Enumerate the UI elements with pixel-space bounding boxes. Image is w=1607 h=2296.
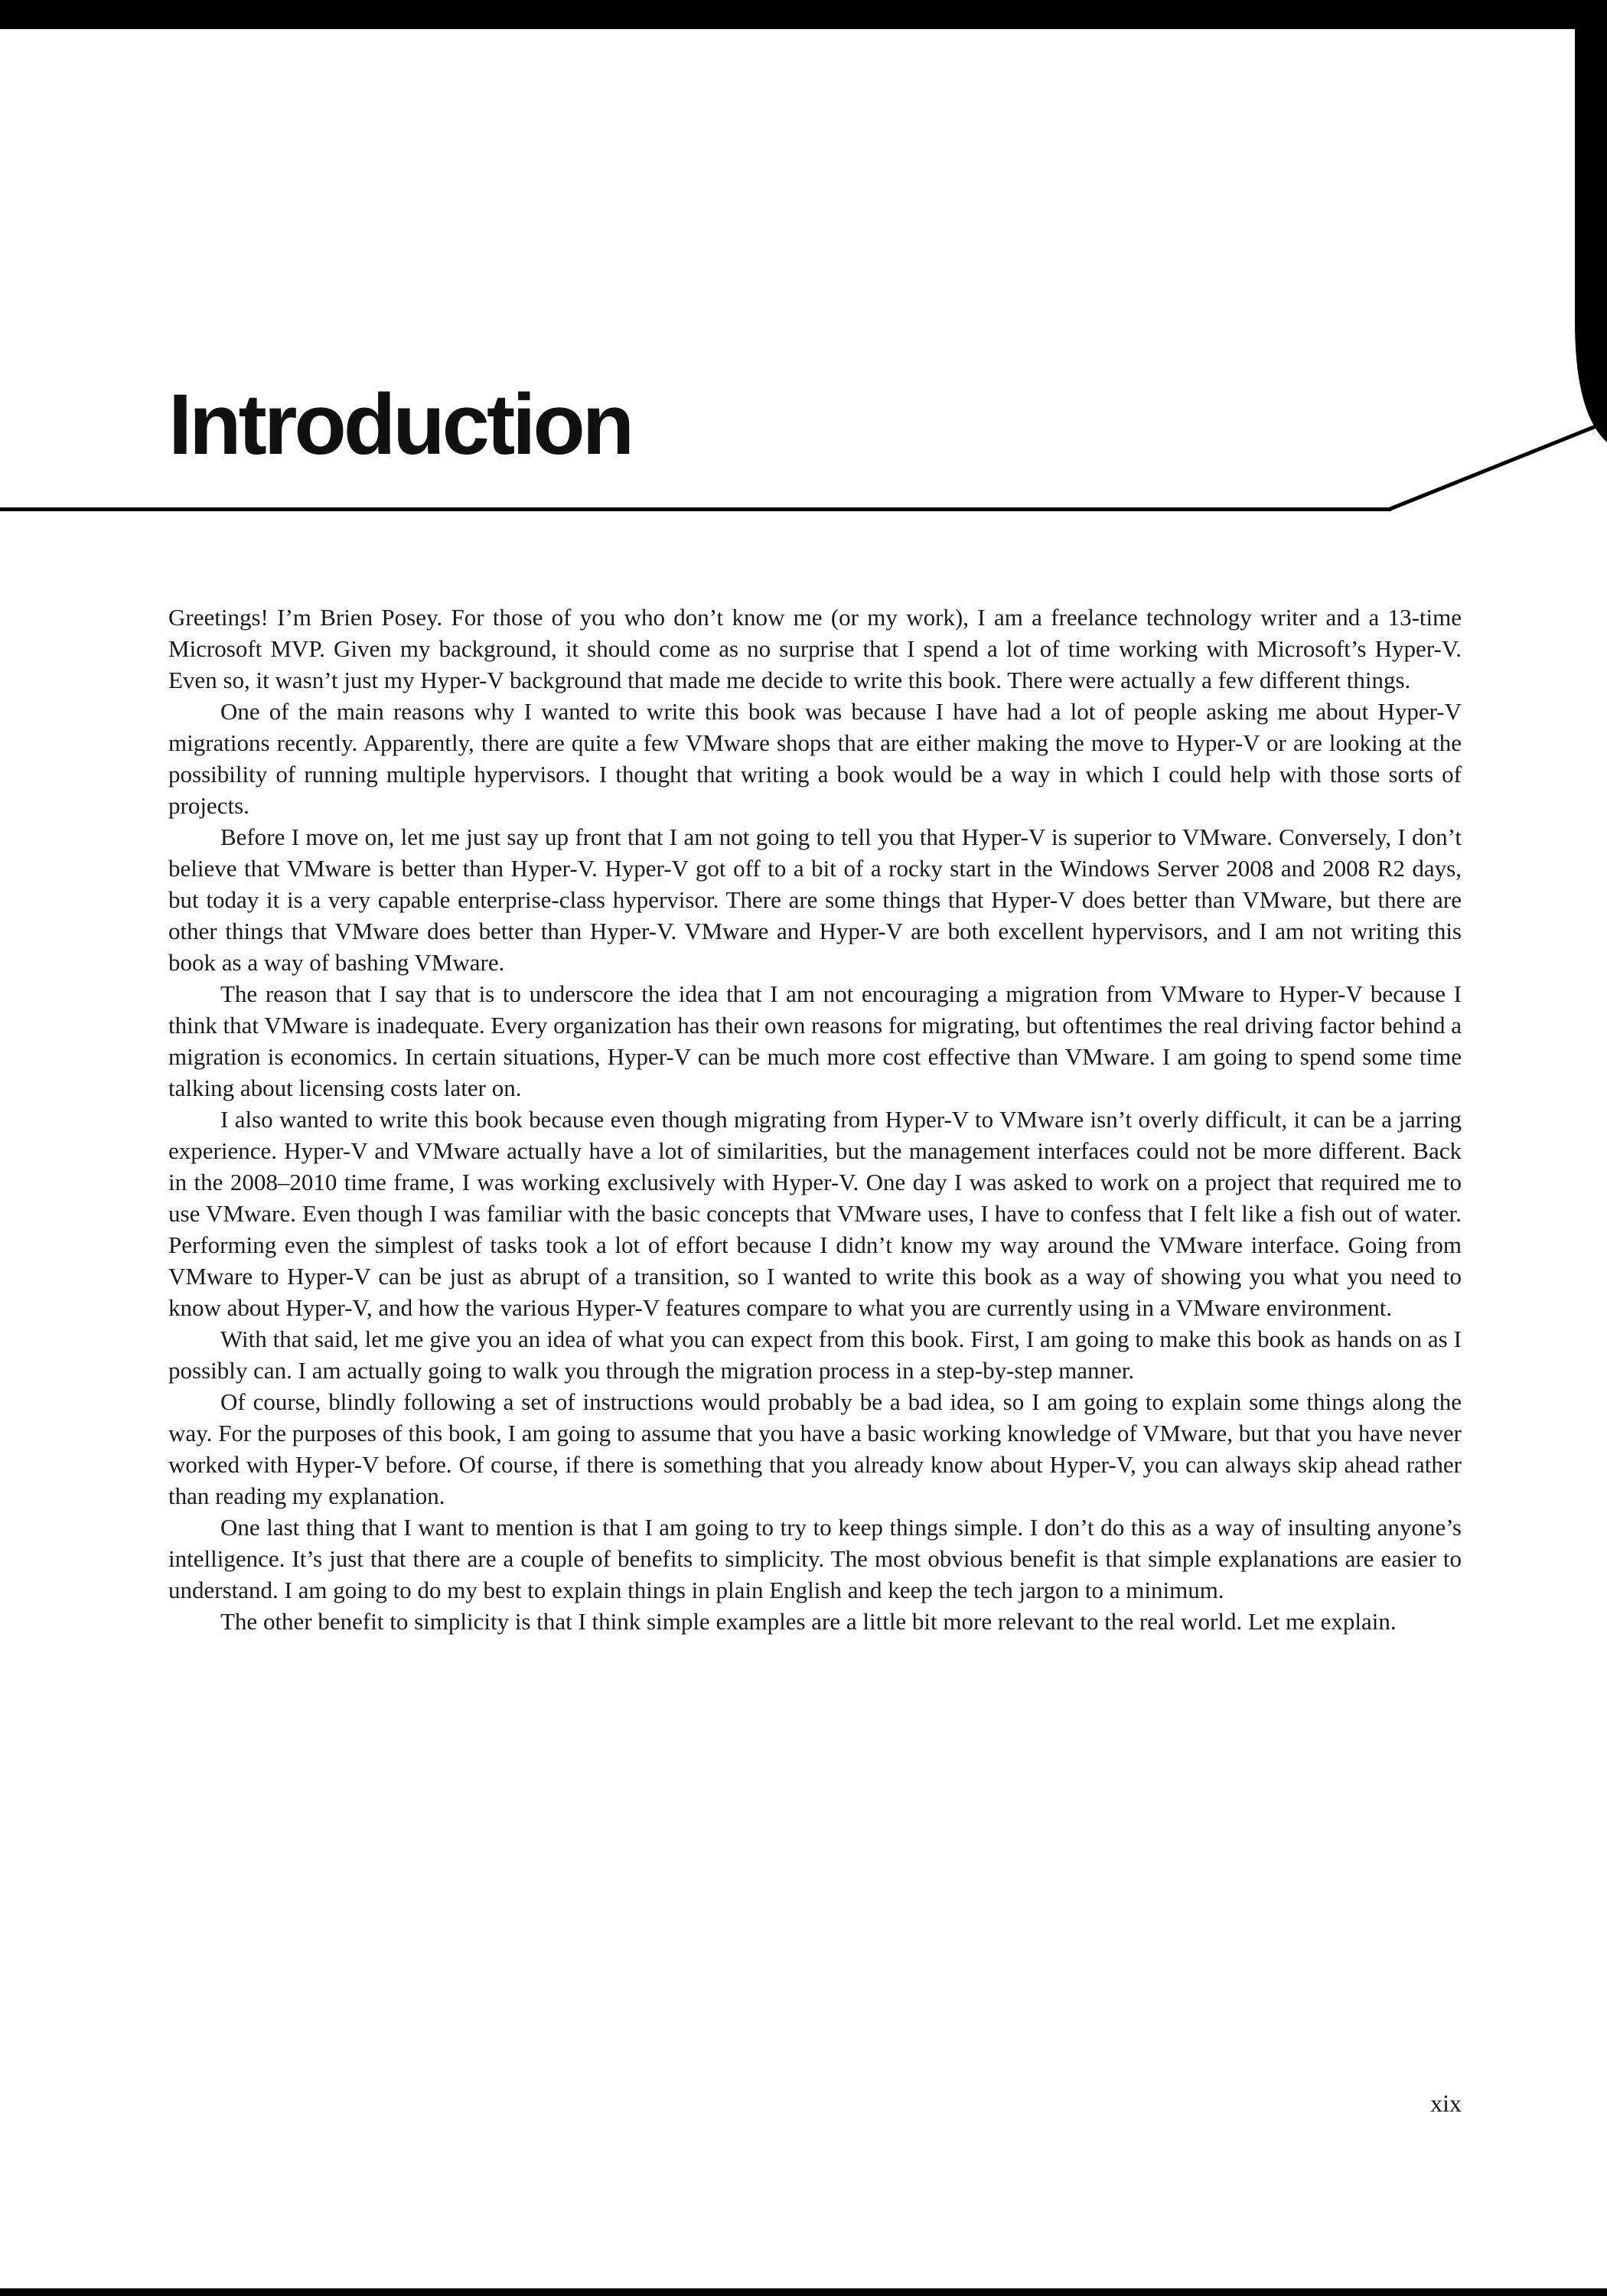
header-decoration [0,0,1607,582]
paragraph: Before I move on, let me just say up front that I am not going to tell you that Hyper-V is superior to VMware. Conversely, I don’t believe that VMware is better than Hyper-V. Hyper-V got off to a bit of a rocky start in the Windows Server 2008 and 2008 R2 days, but today it is a very capable enterprise-class hypervisor. There are some things that Hyper-V does better than VMware, but there are other things that VMware does better than Hyper-V. VMware and Hyper-V are both excellent hypervisors, and I am not writing this book as a way of bashing VMware. [168,823,1462,976]
title-rule-diagonal [1388,426,1598,510]
page-corner-edge [1575,0,1607,442]
paragraph: With that said, let me give you an idea of what you can expect from this book. First, I am going to make this book as hands on as I possibly can. I am actually going to walk you through the migration process in a step-by-step manner. [168,1326,1462,1384]
paragraph: Greetings! I’m Brien Posey. For those of you who don’t know me (or my work), I am a freelance technology writer and a 13-time Microsoft MVP. Given my background, it should come as no surprise that I spend a lot of time working with Microsoft’s Hyper-V. Even so, it wasn’t just my Hyper-V background that made me decide to write this book. There were actually a few different things. [168,604,1462,693]
paragraph: The reason that I say that is to underscore the idea that I am not encouraging a migration from VMware to Hyper-V because I think that VMware is inadequate. Every organization has their own reasons for migrating, but oftentimes the real driving factor behind a migration is economics. In certain situations, Hyper-V can be much more cost effective than VMware. I am going to spend some time talking about licensing costs later on. [168,980,1462,1101]
page-number: xix [1430,2089,1462,2117]
paragraph: One last thing that I want to mention is that I am going to try to keep things simple. I don’t do this as a way of insulting anyone’s intelligence. It’s just that there are a couple of benefits to simplicity. The most obvious benefit is that simple explanations are easier to understand. I am going to do my best to explain things in plain English and keep the tech jargon to a minimum. [168,1514,1462,1603]
title-rule [0,507,1391,511]
paragraph: Of course, blindly following a set of instructions would probably be a bad idea, so I am going to explain some things along the way. For the purposes of this book, I am going to assume that you have a basic working knowledge of VMware, but that you have never worked with Hyper-V before. Of course, if there is something that you already know about Hyper-V, you can always skip ahead rather than reading my explanation. [168,1388,1462,1509]
paragraph: The other benefit to simplicity is that I think simple examples are a little bit more relevant to the real world. Let me explain. [220,1608,1397,1635]
bottom-edge-bar [0,2288,1607,2296]
page-title: Introduction [168,377,632,473]
paragraph: One of the main reasons why I wanted to write this book was because I have had a lot of people asking me about Hyper-V migrations recently. Apparently, there are quite a few VMware shops that are either making the move to Hyper-V or are looking at the possibility of running multiple hypervisors. I thought that writing a book would be a way in which I could help with those sorts of projects. [168,698,1462,819]
body-text [168,602,1462,1637]
paragraph: I also wanted to write this book because even though migrating from Hyper-V to VMware isn’t overly difficult, it can be a jarring experience. Hyper-V and VMware actually have a lot of similarities, but the management interfaces could not be more different. Back in the 2008–2010 time frame, I was working exclusively with Hyper-V. One day I was asked to work on a project that required me to use VMware. Even though I was familiar with the basic concepts that VMware uses, I have to confess that I felt like a fish out of water. Performing even the simplest of tasks took a lot of effort because I didn’t know my way around the VMware interface. Going from VMware to Hyper-V can be just as abrupt of a transition, so I wanted to write this book as a way of showing you what you need to know about Hyper-V, and how the various Hyper-V features compare to what you are currently using in a VMware environment. [168,1106,1462,1321]
